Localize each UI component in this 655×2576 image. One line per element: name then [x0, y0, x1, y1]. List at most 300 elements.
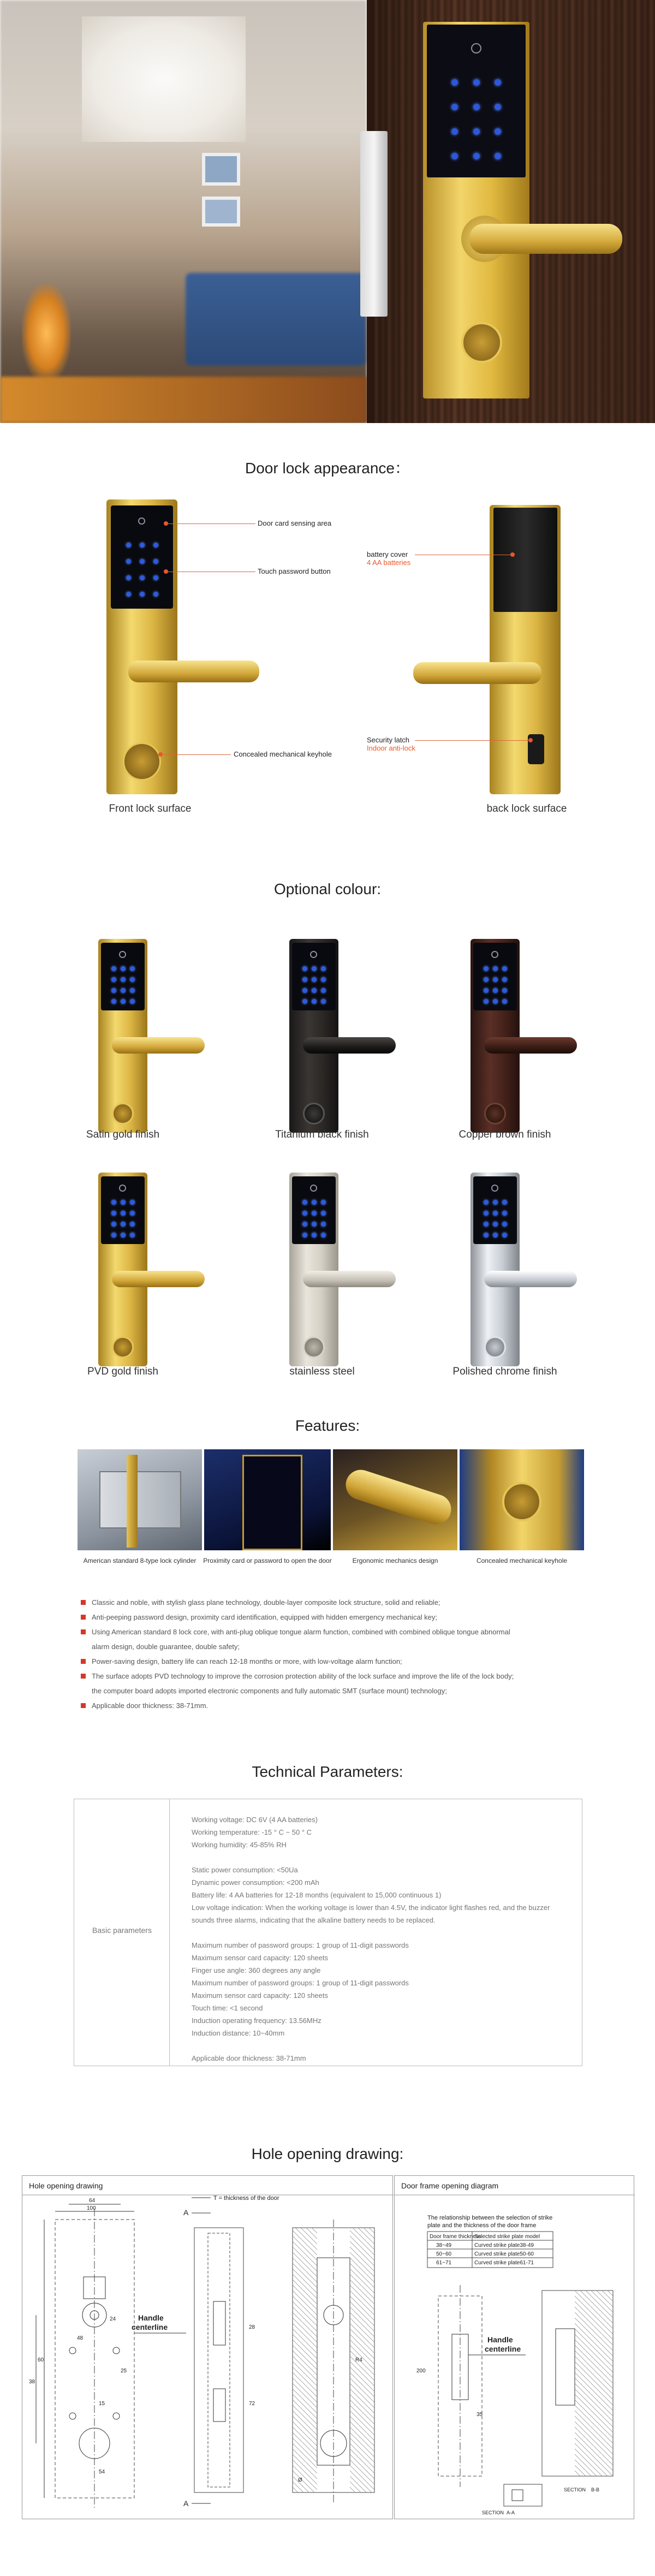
keypad-key-light	[502, 977, 507, 982]
keypad-key-light	[473, 104, 480, 110]
door-edge-outline	[194, 2228, 243, 2492]
keypad-key-light	[502, 1222, 507, 1227]
hatch-line	[293, 2482, 303, 2492]
keypad-key-light	[321, 1211, 326, 1216]
hatch-line	[293, 2405, 317, 2430]
strike-note: The relationship between the selection of strike	[427, 2215, 553, 2221]
hatch-line	[350, 2269, 374, 2293]
bullet-marker	[81, 1629, 86, 1634]
hatch-line	[580, 2291, 613, 2323]
hatch-line	[575, 2383, 613, 2422]
hatch-line	[293, 2351, 317, 2375]
keypad-key-light	[484, 1222, 489, 1227]
strike-table-header: Selected strike plate model	[474, 2234, 540, 2240]
keypad-key-light	[111, 966, 116, 971]
hatch-line	[350, 2389, 374, 2413]
keypad-panel	[101, 1176, 144, 1244]
hatch-line	[350, 2318, 374, 2342]
dim-text: 25	[121, 2368, 127, 2374]
callout-dot	[164, 569, 168, 574]
hatch-line	[575, 2416, 613, 2454]
hatch-line	[293, 2367, 317, 2391]
technical-line: Induction operating frequency: 13.56MHz	[192, 2016, 321, 2025]
keypad-key-light	[121, 988, 126, 993]
hatch-line	[293, 2263, 317, 2288]
keypad-key-light	[302, 966, 307, 971]
hatch-line	[350, 2361, 374, 2386]
dim-text: 54	[99, 2469, 105, 2475]
hero-lamp	[22, 284, 71, 382]
lever-handle	[112, 1271, 205, 1287]
hatch-line	[575, 2323, 613, 2361]
keypad-key-light	[495, 104, 501, 110]
hatch-line	[350, 2422, 374, 2446]
strike-table-cell: 38~49	[436, 2242, 452, 2248]
hatch-line	[293, 2438, 317, 2462]
callout-battery-cover	[367, 550, 410, 567]
keypad-key-light	[451, 128, 458, 135]
technical-values	[192, 1813, 568, 2065]
keypad-key-light	[321, 966, 326, 971]
dim-text: 38	[29, 2379, 35, 2385]
back-lock-caption: back lock surface	[486, 803, 567, 814]
hero-window-light	[82, 16, 246, 142]
dim-text: 64	[89, 2198, 96, 2204]
technical-line: Touch time: <1 second	[192, 2004, 263, 2012]
bullet-item	[81, 1654, 577, 1669]
handle-centerline-label: Handle	[138, 2313, 164, 2322]
keypad-key-light	[493, 1211, 498, 1216]
technical-line: sounds three alarms, indicating that the alkaline battery needs to be replaced.	[192, 1916, 436, 1924]
keypad-key-light	[484, 966, 489, 971]
hatch-line	[575, 2405, 613, 2443]
feature-image-ergonomic	[333, 1449, 457, 1550]
keypad-key-light	[302, 977, 307, 982]
lever-handle	[303, 1271, 396, 1287]
hatch-line	[350, 2258, 374, 2282]
keypad-key-light	[130, 1222, 135, 1227]
hatch-line	[358, 2228, 374, 2244]
technical-spacer	[192, 2039, 568, 2052]
hatch-line	[575, 2301, 613, 2340]
colour-caption: PVD gold finish	[87, 1366, 158, 1377]
technical-line: Induction distance: 10~40mm	[192, 2029, 285, 2037]
callout-security-latch	[367, 736, 415, 752]
keypad-key-light	[473, 128, 480, 135]
hatch-line	[293, 2422, 317, 2446]
hatch-line	[293, 2340, 317, 2364]
hatch-line	[575, 2432, 613, 2471]
hatch-line	[293, 2411, 317, 2435]
strike-table-cell: 61~71	[436, 2260, 452, 2266]
callout-leader	[163, 754, 231, 755]
bullet-text: alarm design, double guarantee, double safety;	[92, 1643, 240, 1651]
hatch-line	[350, 2307, 374, 2331]
hatch-line	[350, 2411, 374, 2435]
hatch-line	[293, 2247, 317, 2271]
hatch-line	[350, 2329, 374, 2353]
hero-keypad-panel	[427, 25, 526, 177]
screw-hole	[69, 2347, 76, 2354]
handle-centerline-label: Handle	[487, 2335, 513, 2344]
keypad-key-light	[140, 543, 145, 548]
card-sensor-icon	[138, 517, 145, 525]
feature-image-keyhole	[460, 1449, 584, 1550]
keypad-key-light	[312, 1222, 317, 1227]
keypad-key-light	[111, 1200, 116, 1205]
bullet-marker	[81, 1600, 86, 1605]
hatch-line	[293, 2432, 317, 2457]
callout-leader	[168, 523, 255, 524]
handle-centerline-label: centerline	[132, 2323, 168, 2331]
bullet-text: Classic and noble, with stylish glass plane technology, double-layer composite lock structure, solid and reliable;	[92, 1598, 440, 1607]
keypad-key-light	[302, 1200, 307, 1205]
hole-opening-drawing	[22, 2175, 393, 2519]
keypad-key-light	[153, 592, 158, 597]
technical-title: Technical Parameters:	[252, 1763, 403, 1780]
hero-image	[0, 0, 655, 423]
keyhole	[123, 742, 161, 781]
callout-dot	[164, 521, 168, 526]
keypad-closeup	[242, 1455, 302, 1550]
keypad-key-light	[502, 1233, 507, 1238]
hatch-line	[293, 2394, 317, 2419]
card-sensor-icon	[310, 1185, 317, 1192]
technical-line: Maximum number of password groups: 1 group of 11-digit passwords	[192, 1979, 409, 1987]
hero-keyhole	[461, 322, 502, 363]
hatch-line	[602, 2291, 613, 2301]
strike-table-cell: Curved strike plate50-60	[474, 2251, 534, 2257]
hatch-pattern	[575, 2291, 613, 2476]
keypad-key-light	[321, 977, 326, 982]
keypad-panel	[111, 505, 173, 609]
hatch-line	[293, 2465, 317, 2490]
section-caption: SECTION	[482, 2510, 504, 2515]
hatched-jamb	[542, 2291, 613, 2476]
keypad-key-light	[121, 1222, 126, 1227]
keypad-key-light	[130, 1233, 135, 1238]
keypad-key-light	[495, 79, 501, 86]
hatch-line	[306, 2228, 317, 2239]
lever-handle	[112, 1037, 205, 1054]
bullet-text: The surface adopts PVD technology to improve the corrosion protection ability of the lock surface and improve the life of the lock body;	[92, 1672, 514, 1680]
technical-line: Battery life: 4 AA batteries for 12-18 months (equivalent to 15,000 continuous 1)	[192, 1891, 442, 1899]
keypad-key-light	[130, 1200, 135, 1205]
hatch-line	[293, 2460, 317, 2484]
keypad-key-light	[484, 977, 489, 982]
colour-caption: Titanium black finish	[275, 1129, 369, 1140]
technical-line: Finger use angle: 360 degrees any angle	[192, 1966, 321, 1974]
keypad-key-light	[130, 999, 135, 1004]
keypad-key-light	[484, 1233, 489, 1238]
colour-caption: Polished chrome finish	[452, 1366, 557, 1377]
hatch-line	[293, 2258, 317, 2282]
callout-dot	[158, 752, 163, 757]
bullet-text: Using American standard 8 lock core, with anti-plug oblique tongue alarm function, combined with combined oblique tongue abnormal	[92, 1628, 510, 1636]
technical-line: Low voltage indication: When the working voltage is lower than 4.5V, the indicator light flashes red, and the buzzer	[192, 1903, 550, 1912]
callout-card-area: Door card sensing area	[258, 519, 332, 527]
hatch-line	[293, 2361, 317, 2386]
section-letter: A	[183, 2499, 189, 2508]
technical-line: Static power consumption: <50Ua	[192, 1866, 298, 1874]
hatch-line	[575, 2296, 613, 2334]
colour-title: Optional colour:	[273, 881, 382, 897]
keypad-key-light	[111, 977, 116, 982]
hatch-line	[350, 2394, 374, 2419]
feature-caption: Ergonomic mechanics design	[352, 1557, 438, 1564]
hatch-line	[293, 2230, 317, 2255]
card-sensor-icon	[491, 951, 498, 958]
bullet-item	[81, 1610, 577, 1625]
hatch-line	[293, 2307, 317, 2331]
bullet-text: the computer board adopts imported electronic components and fully automatic SMT (surface mount) technology;	[92, 1687, 447, 1695]
keypad-key-light	[312, 977, 317, 982]
hatch-line	[591, 2291, 613, 2312]
lever-handle	[484, 1271, 577, 1287]
dim-text: 200	[416, 2368, 426, 2374]
thickness-note: T = thickness of the door	[213, 2195, 279, 2202]
keypad-key-light	[302, 1211, 307, 1216]
keypad-key-light	[302, 1222, 307, 1227]
hatch-line	[293, 2301, 317, 2326]
hatch-line	[575, 2443, 608, 2476]
keypad-key-light	[111, 999, 116, 1004]
hatch-line	[293, 2345, 317, 2370]
hatch-line	[350, 2334, 374, 2359]
keypad-key-light	[111, 1222, 116, 1227]
faceplate-shape	[127, 1455, 138, 1548]
keypad-key-light	[153, 559, 158, 564]
keypad-key-light	[312, 1211, 317, 1216]
keypad-key-light	[502, 999, 507, 1004]
technical-line: Working humidity: 45-85% RH	[192, 1841, 287, 1849]
keypad-panel	[473, 943, 516, 1010]
hero-wall-picture	[202, 153, 240, 186]
keypad-key-light	[153, 543, 158, 548]
bullet-item	[81, 1698, 577, 1713]
callout-dot	[528, 738, 533, 742]
dim-text: 48	[77, 2335, 84, 2341]
keypad-key-light	[121, 977, 126, 982]
hatch-line	[293, 2449, 317, 2473]
lever-handle	[484, 1037, 577, 1054]
keypad-key-light	[321, 999, 326, 1004]
bullet-text: Applicable door thickness: 38-71mm.	[92, 1702, 209, 1710]
technical-row-label: Basic parameters	[92, 1926, 152, 1935]
hatch-line	[350, 2230, 374, 2255]
hatch-line	[350, 2432, 374, 2457]
keypad-key-light	[111, 1211, 116, 1216]
hatch-line	[350, 2416, 374, 2441]
hatch-line	[293, 2471, 314, 2492]
hatch-line	[364, 2228, 374, 2239]
hatch-line	[350, 2323, 374, 2348]
keyhole	[112, 1336, 134, 1358]
keypad-key-light	[121, 1211, 126, 1216]
hatch-line	[350, 2312, 374, 2337]
keypad-key-light	[321, 1222, 326, 1227]
feature-bullets	[81, 1595, 577, 1713]
technical-spacer	[192, 1851, 568, 1864]
keypad-key-light	[302, 988, 307, 993]
hatch-line	[350, 2465, 374, 2490]
feature-image-lock-cylinder	[78, 1449, 202, 1550]
colour-caption: Satin gold finish	[86, 1129, 160, 1140]
keypad-key-light	[451, 104, 458, 110]
hatch-line	[350, 2400, 374, 2424]
strike-table-cell: Curved strike plate61-71	[474, 2260, 534, 2266]
hatch-line	[575, 2334, 613, 2372]
bullet-text: Power-saving design, battery life can reach 12-18 months or more, with low-voltage alarm function;	[92, 1657, 402, 1665]
hatch-line	[293, 2236, 317, 2260]
bullet-item	[81, 1625, 577, 1654]
lever-closeup	[342, 1466, 455, 1528]
dim-text: 24	[110, 2316, 116, 2322]
hatch-line	[350, 2460, 374, 2484]
hatch-line	[350, 2454, 374, 2479]
feature-image-proximity-card	[204, 1449, 331, 1550]
keypad-key-light	[130, 988, 135, 993]
hatch-line	[350, 2236, 374, 2260]
section-letter: A	[183, 2208, 189, 2217]
screw-hole	[113, 2413, 120, 2419]
hatch-line	[586, 2291, 613, 2318]
hatch-line	[350, 2405, 374, 2430]
keypad-key-light	[495, 128, 501, 135]
keypad-key-light	[312, 999, 317, 1004]
hatch-line	[350, 2301, 374, 2326]
keyhole	[303, 1103, 325, 1125]
hatch-line	[312, 2228, 317, 2233]
section-caption: SECTION	[564, 2487, 586, 2492]
technical-line: Dynamic power consumption: <200 mAh	[192, 1878, 319, 1887]
hatch-line	[301, 2228, 317, 2244]
callout-dot	[510, 552, 515, 557]
screw-hole	[113, 2347, 120, 2354]
lock-body-shape	[99, 1471, 181, 1528]
colour-caption: stainless steel	[289, 1366, 355, 1377]
hatch-line	[293, 2285, 317, 2310]
bullet-item	[81, 1669, 577, 1698]
hatch-line	[350, 2291, 374, 2315]
hatch-line	[369, 2228, 374, 2233]
keypad-key-light	[493, 1233, 498, 1238]
technical-line: Working temperature: -15 ° C ~ 50 ° C	[192, 1828, 312, 1836]
hatch-line	[575, 2329, 613, 2367]
hatch-line	[293, 2274, 317, 2299]
drawing-title: Hole opening drawing:	[251, 2145, 404, 2162]
bullet-marker	[81, 1674, 86, 1679]
keypad-key-light	[493, 1200, 498, 1205]
hatch-line	[575, 2378, 613, 2416]
card-sensor-icon	[491, 1185, 498, 1192]
keypad-key-light	[484, 999, 489, 1004]
hatch-line	[575, 2471, 580, 2476]
hatch-line	[608, 2291, 613, 2296]
frame-diagram-label: Door frame opening diagram	[401, 2181, 499, 2190]
keypad-key-light	[130, 966, 135, 971]
hero-bed	[186, 273, 366, 366]
technical-row-label-cell	[74, 1799, 170, 2066]
hatch-line	[350, 2438, 374, 2462]
keypad-key-light	[473, 153, 480, 159]
keypad-key-light	[484, 1200, 489, 1205]
keypad-key-light	[493, 1222, 498, 1227]
hatch-line	[350, 2263, 374, 2288]
bullet-marker	[81, 1615, 86, 1620]
hero-floor	[0, 377, 367, 423]
door-frame-opening-diagram	[394, 2175, 634, 2519]
card-sensor-icon	[119, 951, 126, 958]
colour-lock-copper-brown	[471, 939, 520, 1133]
keypad-panel	[292, 943, 335, 1010]
technical-spacer	[192, 1926, 568, 1939]
hatch-line	[350, 2296, 374, 2321]
hatch-line	[350, 2487, 355, 2492]
keypad-key-light	[126, 592, 131, 597]
hatch-line	[293, 2356, 317, 2381]
screw-hole	[69, 2413, 76, 2419]
hatch-line	[293, 2454, 317, 2479]
hatch-line	[293, 2252, 317, 2277]
features-title: Features:	[295, 1417, 360, 1434]
bullet-item	[81, 1595, 577, 1610]
hatch-line	[597, 2291, 613, 2307]
keypad-key-light	[121, 1233, 126, 1238]
hatch-line	[293, 2269, 317, 2293]
feature-caption: Proximity card or password to open the door	[203, 1557, 332, 1564]
hatch-line	[575, 2460, 591, 2476]
technical-line: Maximum number of password groups: 1 group of 11-digit passwords	[192, 1941, 409, 1949]
hatch-line	[575, 2361, 613, 2400]
hatch-line	[575, 2307, 613, 2345]
technical-line: Applicable door thickness: 38-71mm	[192, 2054, 306, 2062]
hatch-line	[350, 2427, 374, 2452]
hatch-line	[350, 2372, 374, 2397]
keypad-key-light	[130, 977, 135, 982]
hatch-line	[293, 2427, 317, 2452]
technical-line: Working voltage: DC 6V (4 AA batteries)	[192, 1816, 318, 1824]
colour-caption: Copper brown finish	[458, 1129, 551, 1140]
keypad-key-light	[502, 1200, 507, 1205]
hatch-line	[293, 2241, 317, 2266]
strike-note: plate and the thickness of the door frame	[427, 2222, 537, 2229]
keypad-key-light	[140, 559, 145, 564]
keypad-key-light	[312, 1200, 317, 1205]
hatch-line	[293, 2487, 298, 2492]
keypad-key-light	[312, 966, 317, 971]
dim-text: 28	[249, 2324, 255, 2330]
strike-table-header: Door frame thickness	[430, 2234, 481, 2240]
hatch-line	[575, 2340, 613, 2378]
hatch-line	[350, 2280, 374, 2304]
keypad-key-light	[111, 988, 116, 993]
callout-leader	[415, 740, 529, 741]
feature-caption: Concealed mechanical keyhole	[476, 1557, 568, 1564]
hatch-line	[575, 2411, 613, 2449]
colour-lock-titanium-black	[289, 939, 338, 1133]
keypad-key-light	[126, 559, 131, 564]
hatch-line	[350, 2378, 374, 2402]
keypad-key-light	[111, 1233, 116, 1238]
hatch-line	[575, 2454, 597, 2476]
card-sensor-icon	[471, 43, 481, 53]
hatch-line	[293, 2334, 317, 2359]
hatch-line	[575, 2427, 613, 2465]
latch-cutout	[213, 2301, 225, 2345]
callout-keyhole: Concealed mechanical keyhole	[234, 750, 332, 758]
callout-security-latch-label: Security latch	[367, 736, 410, 744]
